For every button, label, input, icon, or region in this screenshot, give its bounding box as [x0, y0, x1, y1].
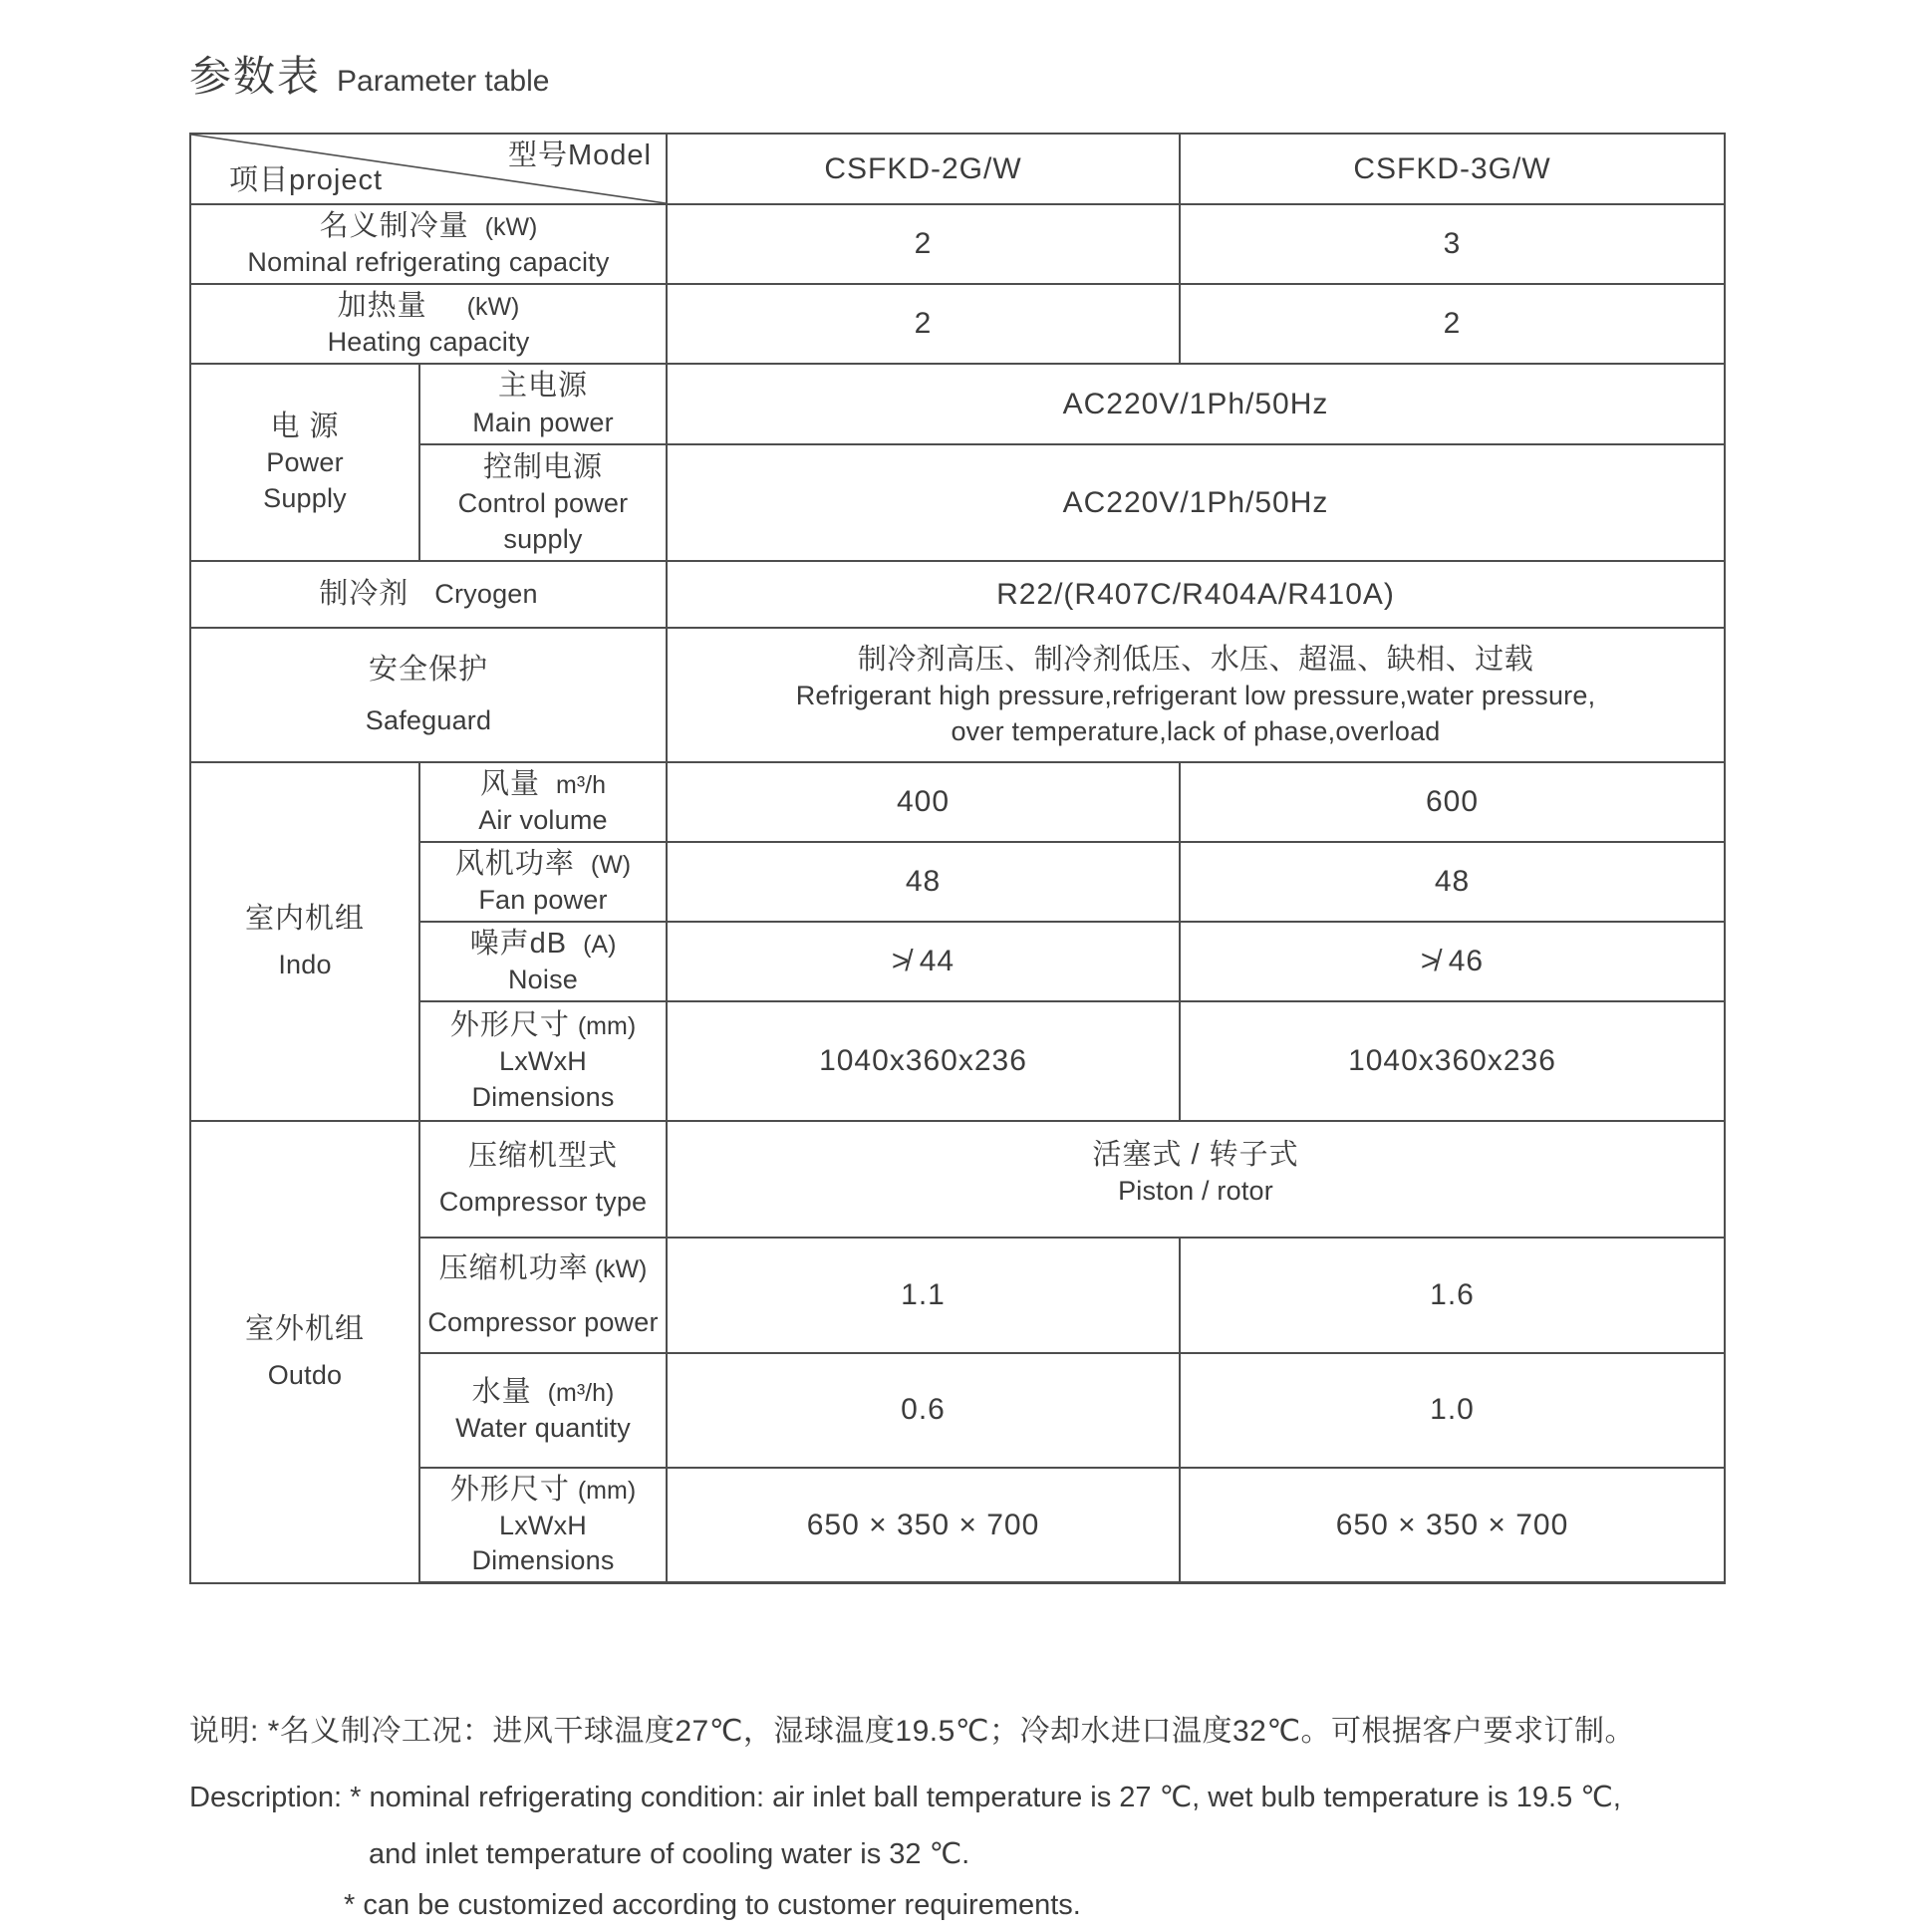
label-zh: 制冷剂	[319, 578, 410, 611]
noise-value-2: ≯ 46	[1180, 922, 1725, 1001]
fan-power-value-2: 48	[1180, 842, 1725, 922]
label-en-2: supply	[503, 523, 583, 554]
label-zh: 压缩机型式	[467, 1140, 618, 1173]
row-compressor-type	[190, 1121, 1725, 1238]
nominal-capacity-label	[190, 204, 667, 284]
compressor-power-value-1: 1.1	[667, 1238, 1180, 1353]
row-heating-capacity	[190, 284, 1725, 364]
label-lxwxh: LxWxH	[499, 1510, 587, 1540]
label-unit: (m³/h)	[547, 1379, 615, 1408]
outdoor-dimensions-value-1: 650 × 350 × 700	[667, 1468, 1180, 1583]
row-fan-power	[190, 842, 1725, 922]
water-quantity-label	[419, 1353, 667, 1468]
row-safeguard	[190, 628, 1725, 762]
label-zh: 加热量	[337, 290, 427, 322]
row-control-power	[190, 444, 1725, 561]
parameter-table	[189, 133, 1726, 1584]
label-zh: 风量	[479, 767, 540, 800]
label-unit: (A)	[583, 930, 617, 959]
row-noise	[190, 922, 1725, 1001]
indoor-group-label	[190, 762, 419, 1121]
row-air-volume	[190, 762, 1725, 842]
model-header-1: CSFKD-2G/W	[667, 134, 1180, 204]
label-en: Nominal refrigerating capacity	[247, 247, 610, 278]
air-volume-value-1: 400	[667, 762, 1180, 842]
label-zh: 安全保护	[368, 654, 488, 687]
fan-power-value-1: 48	[667, 842, 1180, 922]
label-unit: (kW)	[484, 213, 538, 242]
label-zh: 外形尺寸	[449, 1473, 570, 1506]
label-en: Heating capacity	[327, 327, 530, 358]
row-nominal-capacity	[190, 204, 1725, 284]
label-zh: 压缩机功率	[438, 1251, 589, 1284]
compressor-type-value-zh: 活塞式 / 转子式	[1092, 1138, 1299, 1171]
compressor-power-label	[419, 1238, 667, 1353]
model-header-2: CSFKD-3G/W	[1180, 134, 1725, 204]
label-unit: (W)	[590, 850, 632, 879]
label-en-1: Power	[266, 447, 344, 478]
note-line-1: 说明: *名义制冷工况：进风干球温度27℃，湿球温度19.5℃；冷却水进口温度32℃。可根据客户要求订制。	[189, 1715, 1636, 1748]
label-unit: (mm)	[577, 1476, 637, 1505]
label-zh: 电 源	[270, 411, 340, 443]
heating-capacity-value-2: 2	[1180, 284, 1725, 364]
page-title-en: Parameter table	[337, 65, 550, 98]
air-volume-label	[419, 762, 667, 842]
compressor-type-label	[419, 1121, 667, 1238]
corner-model-label: 型号Model	[508, 139, 652, 171]
main-power-value: AC220V/1Ph/50Hz	[667, 364, 1725, 444]
label-en: Compressor power	[427, 1306, 659, 1337]
label-unit: (kW)	[466, 293, 520, 321]
page-title-zh: 参数表	[189, 53, 322, 100]
footnotes	[189, 1706, 1783, 1922]
label-en: Cryogen	[434, 579, 538, 610]
noise-label	[419, 922, 667, 1001]
row-indoor-dimensions	[190, 1001, 1725, 1121]
label-en-2: Supply	[263, 483, 347, 514]
row-compressor-power	[190, 1238, 1725, 1353]
air-volume-value-2: 600	[1180, 762, 1725, 842]
control-power-label	[419, 444, 667, 561]
label-zh: 名义制冷量	[319, 210, 469, 243]
label-en: Noise	[507, 964, 579, 994]
row-main-power	[190, 364, 1725, 444]
outdoor-group-label	[190, 1121, 419, 1583]
safeguard-label	[190, 628, 667, 762]
label-zh: 室内机组	[244, 902, 365, 935]
row-cryogen	[190, 561, 1725, 628]
label-zh: 水量	[471, 1376, 532, 1409]
label-lxwxh: LxWxH	[499, 1046, 587, 1077]
row-outdoor-dimensions	[190, 1468, 1725, 1583]
fan-power-label	[419, 842, 667, 922]
power-supply-group-label	[190, 364, 419, 561]
compressor-type-value	[667, 1121, 1725, 1238]
row-water-quantity	[190, 1353, 1725, 1468]
indoor-dimensions-label	[419, 1001, 667, 1121]
label-zh: 室外机组	[244, 1312, 365, 1345]
note-line-3: and inlet temperature of cooling water is 32 ℃.	[369, 1838, 970, 1870]
note-line-2: Description: * nominal refrigerating condition: air inlet ball temperature is 27 ℃, wet bulb temperature is 19.5 ℃,	[189, 1782, 1621, 1813]
label-zh: 风机功率	[454, 847, 575, 880]
main-power-label	[419, 364, 667, 444]
indoor-dimensions-value-1: 1040x360x236	[667, 1001, 1180, 1121]
label-en: Dimensions	[471, 1081, 615, 1112]
label-zh: 外形尺寸	[449, 1008, 570, 1041]
indoor-dimensions-value-2: 1040x360x236	[1180, 1001, 1725, 1121]
compressor-type-value-en: Piston / rotor	[1118, 1175, 1273, 1206]
label-en: Compressor type	[438, 1187, 648, 1218]
noise-value-1: ≯ 44	[667, 922, 1180, 1001]
cryogen-label	[190, 561, 667, 628]
control-power-value: AC220V/1Ph/50Hz	[667, 444, 1725, 561]
label-en: Water quantity	[455, 1413, 631, 1444]
heating-capacity-value-1: 2	[667, 284, 1180, 364]
page-title	[189, 44, 549, 104]
compressor-power-value-2: 1.6	[1180, 1238, 1725, 1353]
label-unit: m³/h	[556, 770, 606, 799]
label-en: Indo	[278, 950, 332, 980]
label-en: Air volume	[478, 805, 608, 836]
label-en: Main power	[472, 407, 614, 437]
label-en: Fan power	[478, 885, 608, 916]
note-line-4: * can be customized according to customer requirements.	[344, 1889, 1081, 1921]
label-en: Safeguard	[365, 704, 492, 735]
label-unit: (mm)	[577, 1011, 637, 1040]
safeguard-value-en-2: over temperature,lack of phase,overload	[951, 715, 1441, 746]
label-en: Outdo	[267, 1359, 343, 1390]
table-header-row	[190, 134, 1725, 204]
label-unit: (kW)	[594, 1254, 648, 1283]
label-en-1: Control power	[457, 487, 629, 518]
corner-cell	[190, 134, 667, 204]
water-quantity-value-1: 0.6	[667, 1353, 1180, 1468]
outdoor-dimensions-label	[419, 1468, 667, 1583]
nominal-capacity-value-2: 3	[1180, 204, 1725, 284]
water-quantity-value-2: 1.0	[1180, 1353, 1725, 1468]
safeguard-value-zh: 制冷剂高压、制冷剂低压、水压、超温、缺相、过载	[857, 643, 1534, 676]
safeguard-value-en-1: Refrigerant high pressure,refrigerant low pressure,water pressure,	[795, 680, 1596, 710]
label-zh: 主电源	[497, 370, 588, 403]
nominal-capacity-value-1: 2	[667, 204, 1180, 284]
label-zh: 控制电源	[482, 450, 603, 483]
cryogen-value: R22/(R407C/R404A/R410A)	[667, 561, 1725, 628]
label-en: Dimensions	[471, 1545, 615, 1576]
corner-project-label: 项目project	[229, 163, 384, 196]
outdoor-dimensions-value-2: 650 × 350 × 700	[1180, 1468, 1725, 1583]
label-zh: 噪声dB	[469, 927, 568, 960]
safeguard-value	[667, 628, 1725, 762]
heating-capacity-label	[190, 284, 667, 364]
